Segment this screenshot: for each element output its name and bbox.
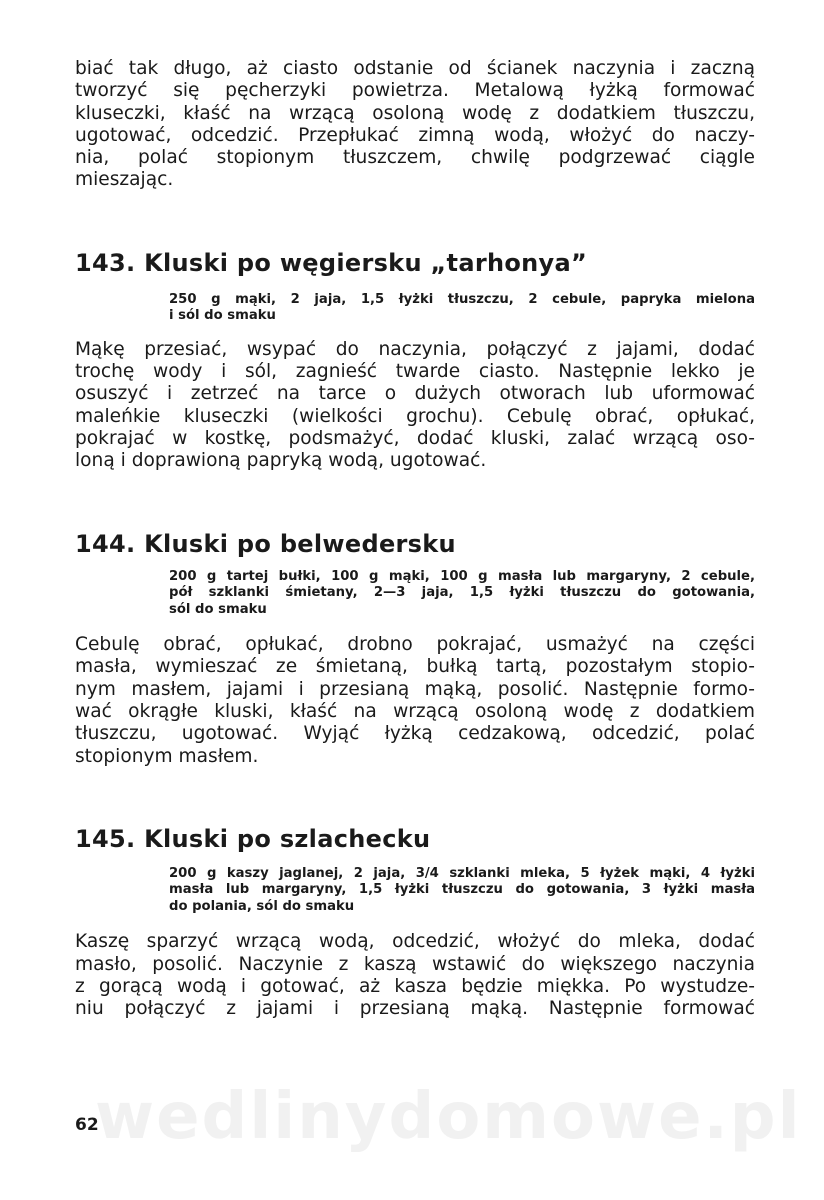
ingredient-line: 200 g kaszy jaglanej, 2 jaja, 3/4 szklanki mleka, 5 łyżek mąki, 4 łyżki bbox=[169, 865, 755, 881]
text-line: trochę wody i sól, zagnieść twarde ciasto. Następnie lekko je bbox=[75, 361, 755, 383]
intro-paragraph bbox=[75, 58, 755, 192]
text-line: niu połączyć z jajami i przesianą mąką. Następnie formować bbox=[75, 998, 755, 1020]
ingredient-line: do polania, sól do smaku bbox=[169, 898, 355, 914]
page-number: 62 bbox=[75, 1115, 99, 1135]
text-line: pokrajać w kostkę, podsmażyć, dodać kluski, zalać wrzącą oso- bbox=[75, 427, 755, 449]
text-line: Kaszę sparzyć wrzącą wodą, odcedzić, włożyć do mleka, dodać bbox=[75, 931, 755, 953]
page-content bbox=[75, 58, 755, 1021]
recipe-instructions bbox=[75, 634, 755, 768]
recipe-ingredients bbox=[169, 866, 755, 916]
text-line: tworzyć się pęcherzyki powietrza. Metalową łyżką formować bbox=[75, 80, 755, 102]
text-line: mieszając. bbox=[75, 169, 174, 191]
watermark: wedlinydomowe.pl bbox=[95, 1080, 802, 1154]
text-line: maleńkie kluseczki (wielkości grochu). Cebulę obrać, opłukać, bbox=[75, 405, 755, 427]
text-line: nia, polać stopionym tłuszczem, chwilę podgrzewać ciągle bbox=[75, 147, 755, 169]
text-line: wać okrągłe kluski, kłaść na wrzącą osoloną wodę z dodatkiem bbox=[75, 700, 755, 722]
ingredient-line: 250 g mąki, 2 jaja, 1,5 łyżki tłuszczu, 2 cebule, papryka mielona bbox=[169, 291, 755, 307]
recipe-ingredients bbox=[169, 569, 755, 619]
text-line: kluseczki, kłaść na wrzącą osoloną wodę z dodatkiem tłuszczu, bbox=[75, 102, 755, 124]
text-line: Cebulę obrać, opłukać, drobno pokrajać, usmażyć na części bbox=[75, 634, 755, 656]
text-line: stopionym masłem. bbox=[75, 745, 259, 767]
text-line: loną i doprawioną papryką wodą, ugotować. bbox=[75, 450, 487, 472]
text-line: osuszyć i zetrzeć na tarce o dużych otworach lub uformować bbox=[75, 383, 755, 405]
text-line: biać tak długo, aż ciasto odstanie od ścianek naczynia i zaczną bbox=[75, 58, 755, 79]
text-line: Mąkę przesiać, wsypać do naczynia, połączyć z jajami, dodać bbox=[75, 338, 755, 360]
recipe-instructions bbox=[75, 339, 755, 473]
ingredient-line: i sól do smaku bbox=[169, 308, 276, 324]
ingredient-line: masła lub margaryny, 1,5 łyżki tłuszczu do gotowania, 3 łyżki masła bbox=[169, 882, 755, 898]
text-line: z gorącą wodą i gotować, aż kasza będzie miękka. Po wystudze- bbox=[75, 975, 755, 997]
recipe-title: 143. Kluski po węgiersku „tarhonya” bbox=[75, 248, 588, 277]
text-line: ugotować, odcedzić. Przepłukać zimną wodą, włożyć do naczy- bbox=[75, 124, 755, 146]
text-line: tłuszczu, ugotować. Wyjąć łyżką cedzakową, odcedzić, polać bbox=[75, 723, 755, 745]
text-line: masło, posolić. Naczynie z kaszą wstawić do większego naczynia bbox=[75, 953, 755, 975]
ingredient-line: 200 g tartej bułki, 100 g mąki, 100 g masła lub margaryny, 2 cebule, bbox=[169, 568, 755, 584]
recipe-title: 145. Kluski po szlachecku bbox=[75, 824, 431, 853]
text-line: masła, wymieszać ze śmietaną, bułką tartą, pozostałym stopio- bbox=[75, 656, 755, 678]
recipe-instructions bbox=[75, 931, 755, 1020]
ingredient-line: sól do smaku bbox=[169, 601, 267, 617]
text-line: nym masłem, jajami i przesianą mąką, posolić. Następnie formo- bbox=[75, 678, 755, 700]
recipe-title: 144. Kluski po belwedersku bbox=[75, 529, 456, 558]
ingredient-line: pół szklanki śmietany, 2—3 jaja, 1,5 łyżki tłuszczu do gotowania, bbox=[169, 585, 755, 601]
recipe-ingredients bbox=[169, 292, 755, 325]
